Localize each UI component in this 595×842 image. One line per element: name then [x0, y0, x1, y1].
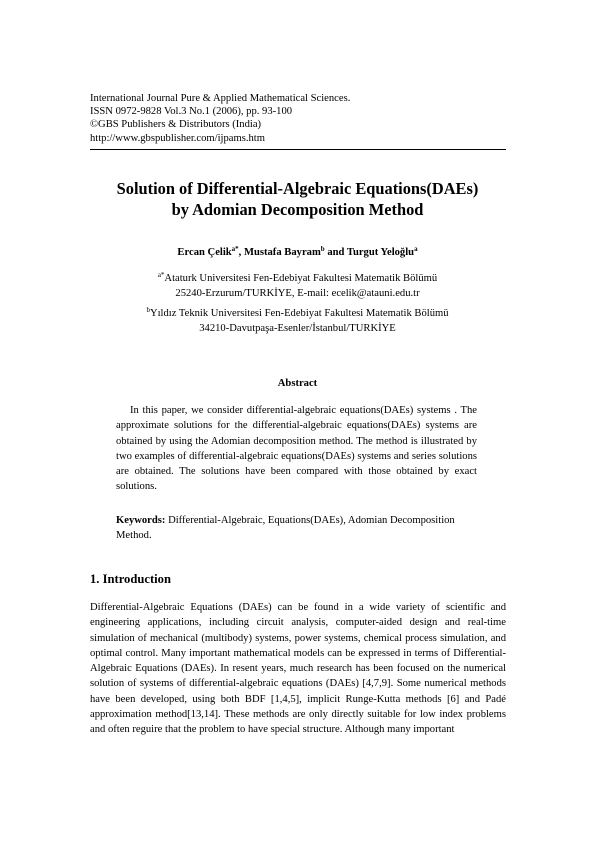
- paper-title: [60, 178, 535, 220]
- journal-header: [90, 92, 510, 145]
- author-affiliation-mark: a*: [231, 245, 239, 253]
- author-name: Mustafa Bayram: [243, 247, 321, 258]
- keywords-text: Differential-Algebraic, Equations(DAEs), Adomian Decomposition Method.: [116, 515, 455, 542]
- author-list: [60, 246, 535, 260]
- affiliation-a-address: 25240-Erzurum/TURKİYE, E-mail: ecelik@atauni.edu.tr: [175, 288, 420, 299]
- author-name: Ercan Çelik: [177, 247, 232, 258]
- journal-url: http://www.gbspublisher.com/ijpams.htm: [90, 132, 265, 144]
- affiliation-a: [60, 271, 535, 301]
- abstract-text: In this paper, we consider differential-algebraic equations(DAEs) systems . The approximate solutions for the differential-algebraic equations(DAEs) systems are obtained by using the Adomian decomposition method. The method is illustrated by two examples of differential-algebraic equations(DAEs) systems and series solutions are obtained. The solutions have been compared with those obtained by exact solutions.: [116, 405, 477, 493]
- keywords: [116, 513, 477, 544]
- affiliation-b-address: 34210-Davutpaşa-Esenler/İstanbul/TURKİYE: [199, 323, 396, 334]
- abstract-body: [116, 403, 477, 495]
- journal-publisher: ©GBS Publishers & Distributors (India): [90, 119, 262, 131]
- journal-issn: ISSN 0972-9828 Vol.3 No.1 (2006), pp. 93-100: [90, 106, 293, 118]
- keywords-label: Keywords:: [116, 515, 166, 526]
- introduction-body: [90, 600, 506, 738]
- author-affiliation-mark: a: [414, 245, 418, 253]
- title-line-2: by Adomian Decomposition Method: [171, 200, 424, 219]
- header-divider: [90, 149, 506, 150]
- section-heading-introduction: 1. Introduction: [90, 572, 171, 586]
- author-separator: ,: [238, 247, 244, 258]
- affiliation-b-institution: Yıldız Teknik Universitesi Fen-Edebiyat Fakultesi Matematik Bölümü: [149, 308, 449, 319]
- journal-name: International Journal Pure & Applied Mathematical Sciences.: [90, 93, 351, 104]
- affiliation-mark: a*: [157, 271, 165, 279]
- introduction-paragraph: Differential-Algebraic Equations (DAEs) can be found in a wide variety of scientific and engineering applications, including circuit analysis, computer-aided design and real-time simulation of mechanical (multibody) systems, power systems, chemical process simulation, and optimal control. Many important mathematical models can be expressed in terms of Differential-Algebraic Equations (DAEs). In resent years, much research has been focused on the numerical solution of systems of differential-algebraic equations (DAEs) [4,7,9]. Some numerical methods have been developed, using both BDF [1,4,5], implicit Runge-Kutta methods [6] and Padé approximation method[13,14]. These methods are only directly suitable for low index problems and often reguire that the problem to have special structure. Although many important: [90, 602, 506, 736]
- author-name: Turgut Yeloğlu: [346, 247, 415, 258]
- affiliation-b: [60, 306, 535, 336]
- author-affiliation-mark: b: [320, 245, 325, 253]
- title-line-1: Solution of Differential-Algebraic Equations(DAEs): [116, 179, 479, 198]
- author-separator: and: [324, 247, 347, 258]
- affiliation-mark: b: [146, 306, 150, 314]
- abstract-heading: Abstract: [277, 378, 318, 389]
- affiliation-a-institution: Ataturk Universitesi Fen-Edebiyat Fakultesi Matematik Bölümü: [164, 273, 438, 284]
